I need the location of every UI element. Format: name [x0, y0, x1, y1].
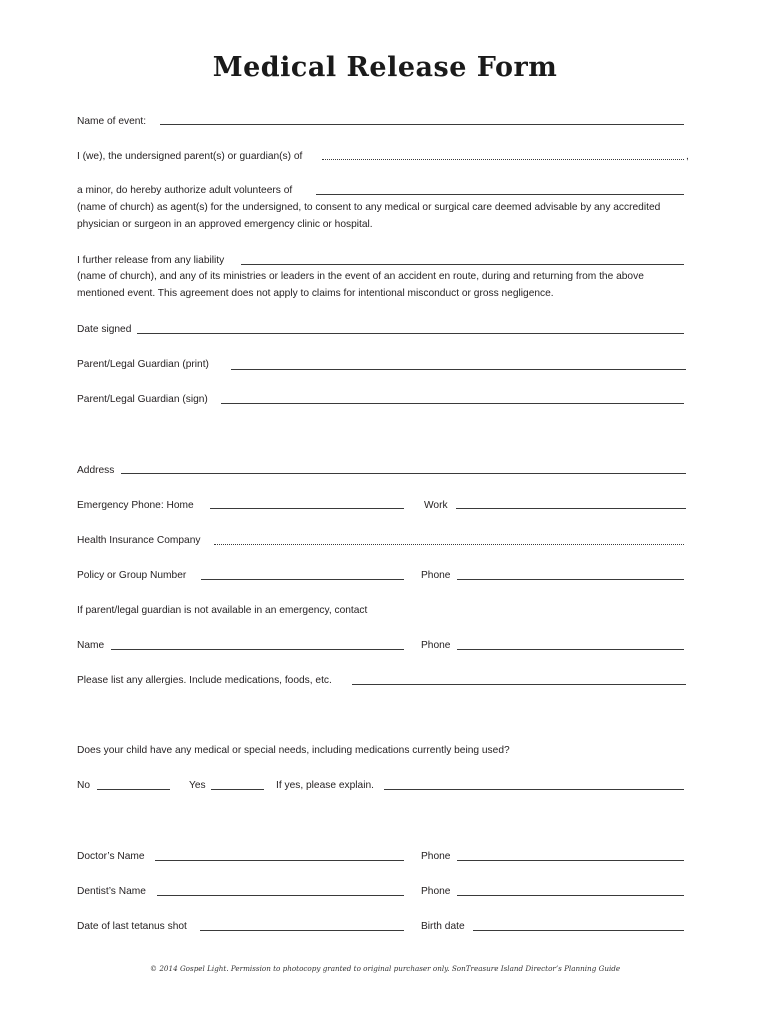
contact-phone-label: Phone	[421, 640, 451, 651]
yes-field[interactable]	[211, 789, 264, 790]
no-field[interactable]	[97, 789, 170, 790]
guardian-sign-field[interactable]	[221, 403, 684, 404]
authorize-line-1: (name of church) as agent(s) for the undersigned, to consent to any medical or surgical care deemed advisable by any accredited	[77, 202, 661, 213]
authorize-paragraph	[77, 199, 697, 233]
doctor-name-field[interactable]	[155, 860, 404, 861]
dentist-phone-field[interactable]	[457, 895, 684, 896]
comma-text: ,	[686, 151, 689, 162]
release-paragraph	[77, 268, 697, 302]
contact-name-label: Name	[77, 640, 105, 651]
child-name-field[interactable]	[322, 159, 684, 160]
authorize-line-2: physician or surgeon in an approved emergency clinic or hospital.	[77, 219, 373, 230]
copyright-footer: © 2014 Gospel Light. Permission to photocopy granted to original purchaser only. SonTreasure Island Director’s Planning Guide	[149, 964, 621, 973]
date-signed-label: Date signed	[77, 324, 132, 335]
name-of-event-field[interactable]	[160, 124, 684, 125]
church-name-field[interactable]	[316, 194, 684, 195]
policy-phone-label: Phone	[421, 570, 451, 581]
policy-phone-field[interactable]	[457, 579, 684, 580]
policy-number-field[interactable]	[201, 579, 404, 580]
yes-label: Yes	[189, 780, 206, 791]
work-phone-field[interactable]	[456, 508, 686, 509]
release-line-1: (name of church), and any of its ministries or leaders in the event of an accident en route, during and returning from the above	[77, 271, 644, 282]
contact-phone-field[interactable]	[457, 649, 684, 650]
doctor-phone-label: Phone	[421, 851, 451, 862]
tetanus-field[interactable]	[200, 930, 404, 931]
if-yes-label: If yes, please explain.	[276, 780, 374, 791]
doctor-phone-field[interactable]	[457, 860, 684, 861]
guardian-print-label: Parent/Legal Guardian (print)	[77, 359, 209, 370]
tetanus-label: Date of last tetanus shot	[77, 921, 187, 932]
release-line-2: mentioned event. This agreement does not apply to claims for intentional misconduct or gross negligence.	[77, 288, 554, 299]
dentist-name-field[interactable]	[157, 895, 404, 896]
dentist-name-label: Dentist’s Name	[77, 886, 146, 897]
guardian-print-field[interactable]	[231, 369, 686, 370]
release-church-field[interactable]	[241, 264, 684, 265]
parents-of-label: I (we), the undersigned parent(s) or guardian(s) of	[77, 151, 303, 162]
emergency-phone-label: Emergency Phone: Home	[77, 500, 194, 511]
no-label: No	[77, 780, 91, 791]
work-label: Work	[424, 500, 448, 511]
dentist-phone-label: Phone	[421, 886, 451, 897]
address-label: Address	[77, 465, 115, 476]
health-insurance-label: Health Insurance Company	[77, 535, 201, 546]
date-signed-field[interactable]	[137, 333, 684, 334]
allergies-label: Please list any allergies. Include medications, foods, etc.	[77, 675, 332, 686]
doctor-name-label: Doctor’s Name	[77, 851, 145, 862]
contact-name-field[interactable]	[111, 649, 404, 650]
emergency-contact-label: If parent/legal guardian is not available in an emergency, contact	[77, 605, 368, 616]
release-label: I further release from any liability	[77, 255, 225, 266]
health-insurance-field[interactable]	[214, 544, 684, 545]
allergies-field[interactable]	[352, 684, 686, 685]
guardian-sign-label: Parent/Legal Guardian (sign)	[77, 394, 208, 405]
emergency-home-field[interactable]	[210, 508, 404, 509]
medical-needs-question: Does your child have any medical or special needs, including medications currently being used?	[77, 745, 510, 756]
authorize-label: a minor, do hereby authorize adult volunteers of	[77, 185, 293, 196]
address-field[interactable]	[121, 473, 686, 474]
policy-number-label: Policy or Group Number	[77, 570, 187, 581]
birth-date-field[interactable]	[473, 930, 684, 931]
explain-field[interactable]	[384, 789, 684, 790]
birth-date-label: Birth date	[421, 921, 465, 932]
name-of-event-label: Name of event:	[77, 116, 147, 127]
form-title: Medical Release Form	[212, 52, 558, 83]
